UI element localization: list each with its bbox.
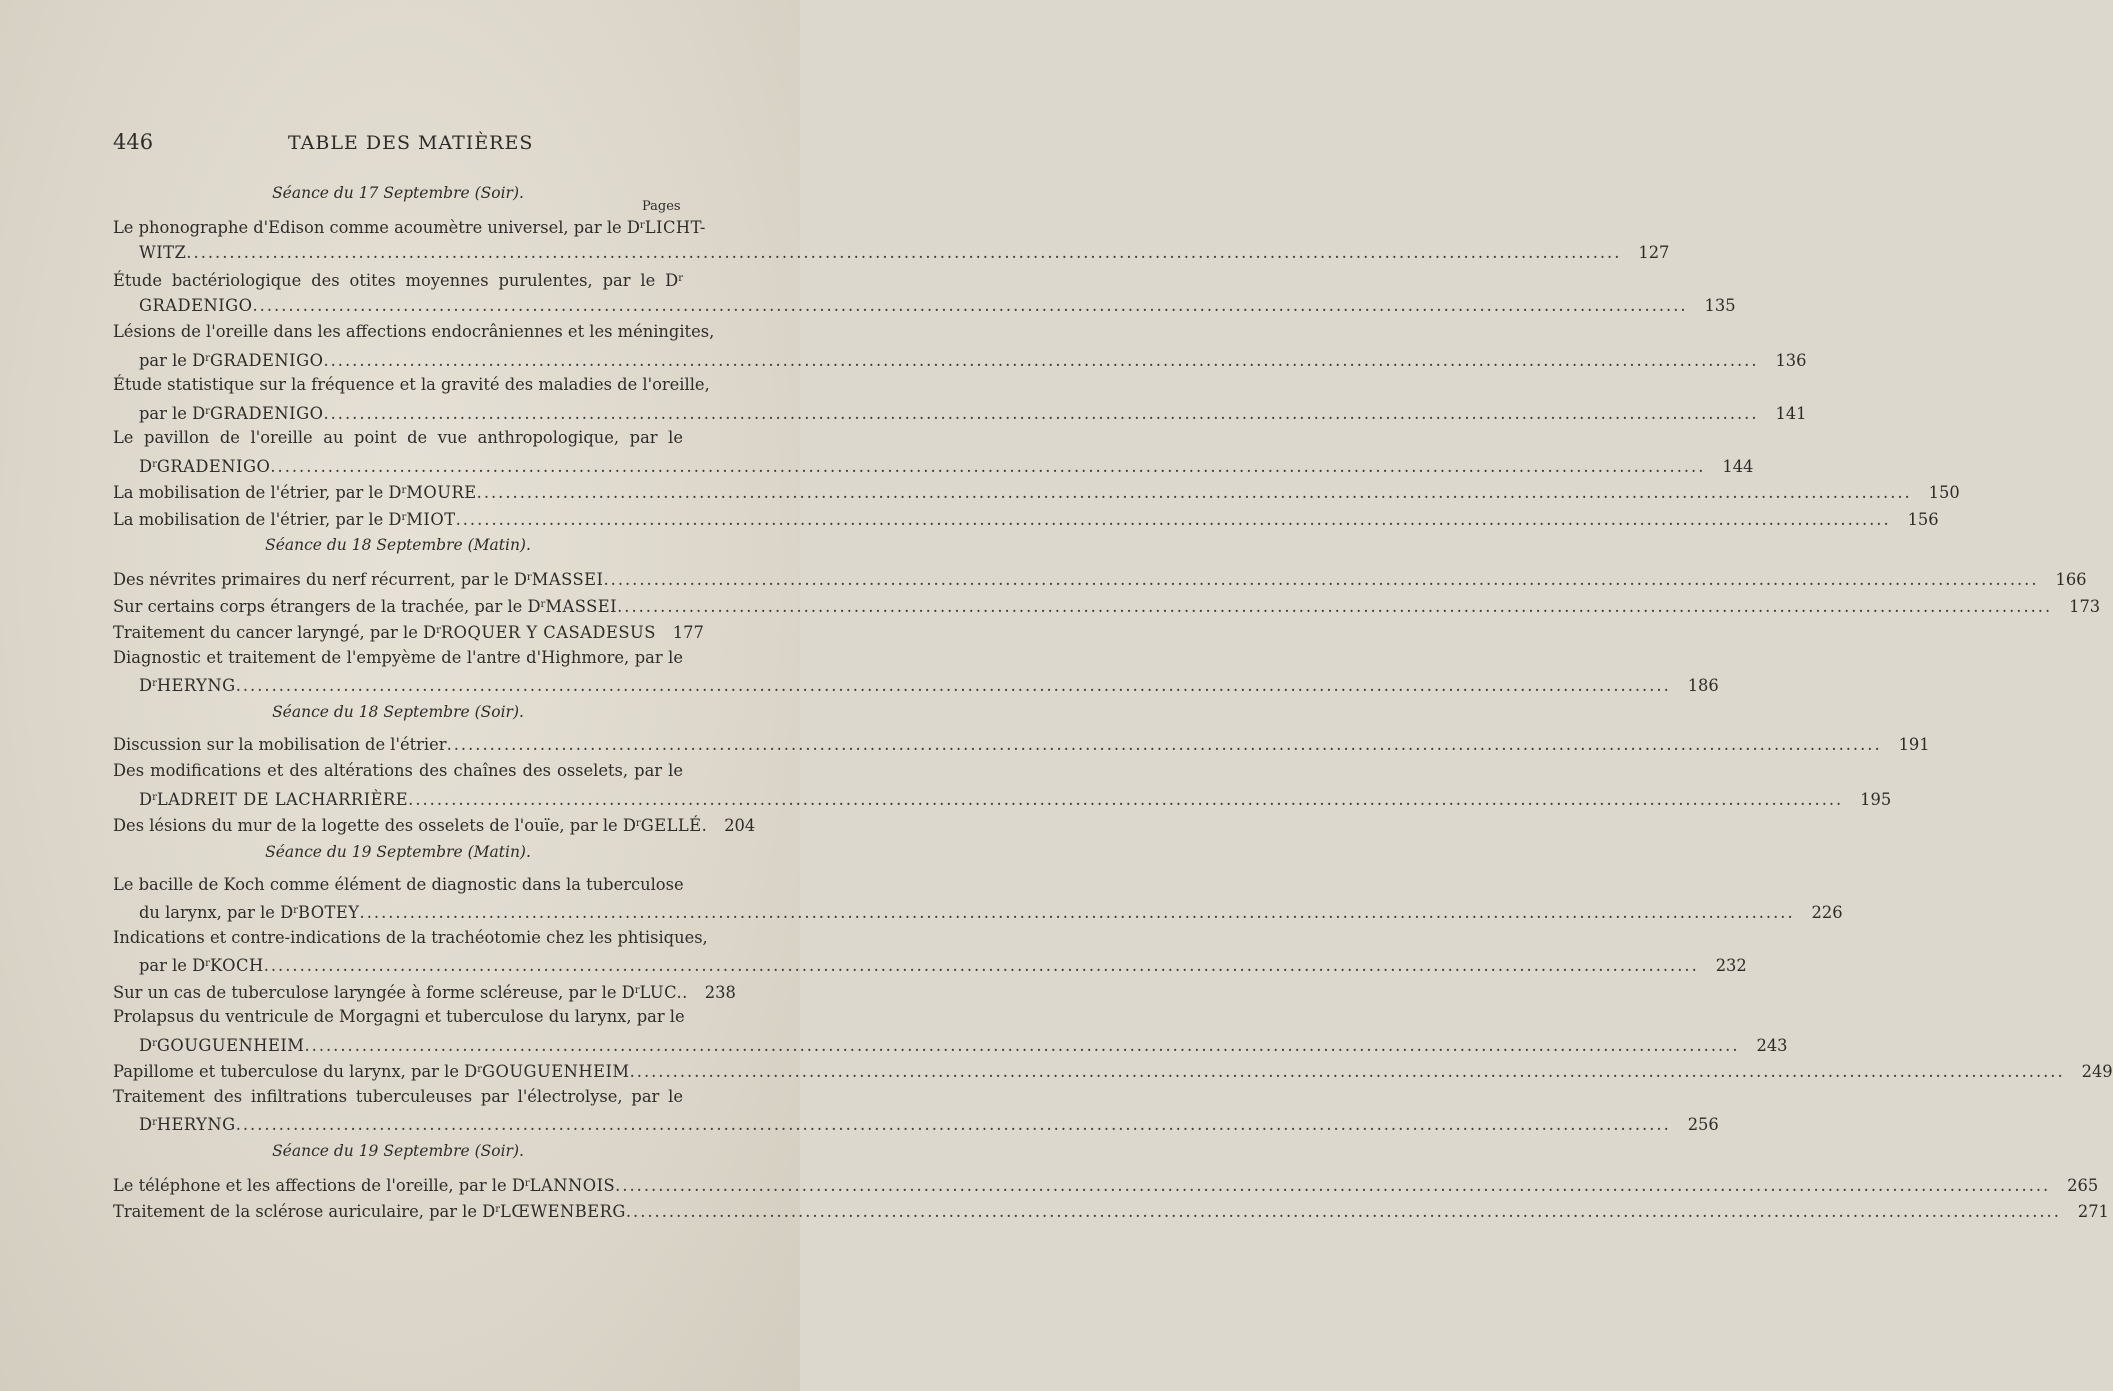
toc-entry [113, 811, 756, 838]
page-ref: 186 [1687, 676, 1719, 695]
entry-text [139, 399, 323, 428]
page-ref: 127 [1638, 242, 1670, 262]
toc-entry [113, 266, 1736, 319]
entry-text [139, 951, 264, 980]
toc-line [113, 1171, 2099, 1198]
toc-line [113, 592, 2101, 619]
entry-title-text: D [139, 789, 153, 809]
author-name: MASSEI [545, 596, 618, 616]
doctor-abbrev-sup: r [524, 1177, 530, 1189]
entry-text [113, 592, 617, 621]
toc-entry [113, 372, 1807, 425]
doctor-abbrev-sup: r [152, 1037, 157, 1049]
page-ref: 249 [2081, 1062, 2113, 1081]
toc-line [113, 1084, 683, 1111]
entry-text [113, 811, 707, 840]
entry-title-text: Sur certains corps étrangers de la trachée, par le D [113, 596, 541, 616]
dot-leader: ........................................................................................................................................................................................................ [625, 1202, 2061, 1221]
toc-line [113, 478, 1960, 505]
doctor-abbrev-sup: r [634, 984, 640, 996]
author-name: ROQUER Y CASADESUS [440, 623, 656, 642]
toc-line [113, 671, 1719, 698]
page-ref: 156 [1907, 509, 1939, 529]
entry-text [139, 293, 253, 320]
doctor-abbrev-sup: r [205, 958, 210, 969]
entry-title-text: Le pavillon de l'oreille au point de vue anthropologique, par le [113, 428, 683, 447]
entry-title-text: Le phonographe d'Edison comme acoumètre universel, par le D [113, 218, 640, 237]
toc-line [113, 425, 683, 452]
page-number: 446 [113, 130, 154, 154]
author-name: HERYNG [156, 1115, 236, 1134]
entry-title-text: D [139, 456, 153, 476]
doctor-abbrev-sup: r [152, 458, 157, 470]
entry-title-text: Étude bactériologique des otites moyennes purulentes, par le D [113, 271, 679, 290]
toc-entry [113, 478, 1960, 505]
toc-entry [113, 978, 736, 1005]
dot-leader: ........................................................................................................................................................................................................ [408, 789, 1844, 809]
entry-title-text: D [139, 1035, 153, 1055]
page-ref: 191 [1898, 734, 1930, 754]
doctor-abbrev-sup: r [635, 818, 641, 829]
entry-title-text: par le D [139, 403, 206, 423]
author-name: GOUGUENHEIM [156, 1035, 305, 1055]
section-heading: Séance du 19 Septembre (Soir). [272, 1141, 524, 1160]
section-heading: Séance du 17 Septembre (Soir). [272, 184, 524, 202]
doctor-abbrev-sup: r [436, 625, 441, 636]
dot-leader: ........................................................................................................................................................................................................ [603, 570, 2039, 589]
author-name: LICHT- [644, 218, 706, 237]
doctor-abbrev-sup: r [152, 1117, 157, 1128]
entry-title-text: Des modifications et des altérations des chaînes des osselets, par le [113, 761, 683, 780]
toc-entry [113, 319, 1807, 372]
toc-line [113, 898, 1843, 925]
toc-entry [113, 758, 1892, 811]
entry-title-text: Traitement des infiltrations tuberculeuses par l'électrolyse, par le [113, 1086, 683, 1106]
entry-title-text: Des névrites primaires du nerf récurrent, par le D [113, 570, 527, 589]
page-ref: 166 [2055, 570, 2087, 589]
doctor-abbrev-sup: r [205, 352, 210, 364]
entry-title-text: Discussion sur la mobilisation de l'étrier [113, 734, 447, 754]
toc-entry [113, 732, 1930, 759]
page-ref: 177 [672, 623, 704, 642]
entry-text [113, 732, 447, 759]
toc-entry [113, 1004, 1788, 1057]
page-ref: 173 [2069, 596, 2101, 616]
author-name: BOTEY [297, 903, 360, 922]
page-ref: 195 [1860, 789, 1892, 809]
toc-entry [113, 425, 1754, 478]
entry-text [139, 346, 323, 375]
toc-section [113, 1137, 2109, 1224]
page-ref: 141 [1775, 403, 1807, 423]
author-name: GOUGUENHEIM [481, 1062, 630, 1081]
entry-text [113, 1197, 626, 1226]
toc-line [113, 872, 683, 899]
page-ref: 265 [2067, 1175, 2099, 1195]
entry-title-text: du larynx, par le D [139, 903, 294, 922]
author-name: GRADENIGO [209, 350, 324, 370]
toc-entry [113, 565, 2087, 592]
entry-text [113, 978, 688, 1007]
toc-entry [113, 1057, 2113, 1084]
doctor-abbrev-sup: r [293, 905, 298, 916]
entry-text [139, 898, 360, 927]
toc-line [113, 293, 1736, 320]
entry-text [113, 478, 477, 507]
dot-leader: ........................................................................................................................................................................................................ [476, 483, 1912, 502]
dot-leader: ........................................................................................................................................................................................................ [615, 1175, 2051, 1195]
toc-line [113, 399, 1807, 426]
pages-column-label: Pages [642, 199, 681, 214]
author-name: LADREIT DE LACHARRIÈRE [156, 789, 409, 809]
toc-line [113, 1031, 1788, 1058]
toc-line [113, 785, 1892, 812]
toc-line [113, 240, 1670, 267]
doctor-abbrev-sup: r [205, 405, 210, 417]
dot-leader: ........................................................................................................................................................................................................ [263, 956, 1699, 975]
section-heading: Séance du 19 Septembre (Matin). [265, 842, 531, 861]
page-ref: 256 [1687, 1115, 1719, 1134]
entry-title-text: Des lésions du mur de la logette des osselets de l'ouïe, par le D [113, 816, 636, 835]
entry-text [139, 452, 270, 481]
toc-line [113, 951, 1747, 978]
doctor-abbrev-sup: r [477, 1064, 482, 1075]
toc-entry [113, 213, 1670, 266]
page-ref: 144 [1722, 456, 1754, 476]
page-ref: 135 [1704, 295, 1736, 315]
doctor-abbrev-sup: r [152, 678, 157, 689]
toc-line [113, 346, 1807, 373]
doctor-abbrev-sup: r [495, 1204, 501, 1215]
entry-title-text: par le D [139, 350, 206, 370]
page-ref: 238 [704, 982, 736, 1002]
entry-title-text: Le téléphone et les affections de l'oreille, par le D [113, 1175, 525, 1195]
toc-line [113, 1110, 1719, 1137]
toc-entry [113, 1084, 1719, 1137]
doctor-abbrev-sup: r [540, 598, 546, 610]
entry-text [139, 671, 236, 700]
entry-title-text: Traitement du cancer laryngé, par le D [113, 623, 437, 642]
dot-leader: ........................................................................................................................................................................................................ [359, 903, 1795, 922]
author-name: KOCH [209, 956, 264, 975]
author-name: WITZ [139, 242, 187, 262]
author-name: GRADENIGO [139, 295, 253, 315]
page-ref: 271 [2077, 1202, 2109, 1221]
toc-line [113, 565, 2087, 592]
toc-entry [113, 872, 1843, 925]
author-name: LŒWENBERG [500, 1202, 626, 1221]
entry-text [113, 565, 603, 594]
page-ref: 136 [1775, 350, 1807, 370]
entry-title-text: La mobilisation de l'étrier, par le D [113, 483, 402, 502]
dot-leader: ........................................................................................................................................................................................................ [304, 1035, 1740, 1055]
toc-line [113, 213, 706, 240]
toc-section [113, 531, 2101, 698]
toc-line [113, 978, 736, 1005]
page-header [0, 130, 800, 164]
entry-title-text: Lésions de l'oreille dans les affections endocrâniennes et les méningites, [113, 322, 715, 341]
toc-section [113, 179, 1960, 531]
table-of-contents [113, 179, 2113, 1224]
toc-line [113, 372, 710, 399]
page-ref: 150 [1928, 483, 1960, 502]
toc-line [113, 645, 683, 672]
dot-leader: ........................................................................................................................................................................................................ [323, 350, 1759, 370]
author-name: GRADENIGO [209, 403, 324, 423]
doctor-abbrev-sup: r [639, 220, 645, 231]
doctor-abbrev-sup: r [678, 273, 683, 284]
author-name: GELLÉ. [640, 816, 708, 835]
author-name: LANNOIS [529, 1175, 616, 1195]
author-name: GRADENIGO [156, 456, 271, 476]
entry-text [113, 618, 656, 647]
dot-leader: ........................................................................................................................................................................................................ [629, 1062, 2065, 1081]
toc-line [113, 1004, 683, 1031]
entry-title-text: Traitement de la sclérose auriculaire, par le D [113, 1202, 496, 1221]
entry-title-text: Diagnostic et traitement de l'empyème de l'antre d'Highmore, par le [113, 647, 683, 667]
entry-title-text: D [139, 1115, 153, 1134]
entry-title-text: Papillome et tuberculose du larynx, par le D [113, 1062, 478, 1081]
entry-title-text: La mobilisation de l'étrier, par le D [113, 509, 402, 529]
toc-line [113, 505, 1939, 532]
doctor-abbrev-sup: r [401, 511, 407, 523]
doctor-abbrev-sup: r [401, 485, 407, 496]
toc-line [113, 618, 704, 645]
toc-entry [113, 645, 1719, 698]
page-ref: 232 [1715, 956, 1747, 975]
toc-line [113, 732, 1930, 759]
page-ref: 226 [1811, 903, 1843, 922]
dot-leader: ........................................................................................................................................................................................................ [617, 596, 2053, 616]
entry-text [113, 1171, 615, 1200]
dot-leader: ........................................................................................................................................................................................................ [455, 509, 1891, 529]
entry-title-text: par le D [139, 956, 206, 975]
entry-title-text: Le bacille de Koch comme élément de diagnostic dans la tuberculose [113, 874, 684, 894]
entry-text [139, 785, 408, 814]
dot-leader: ........................................................................................................................................................................................................ [235, 676, 1671, 695]
toc-entry [113, 925, 1747, 978]
toc-line [113, 452, 1754, 479]
dot-leader: ........................................................................................................................................................................................................ [323, 403, 1759, 423]
author-name: LUC.. [639, 982, 688, 1002]
entry-title-text: Étude statistique sur la fréquence et la gravité des maladies de l'oreille, [113, 375, 710, 394]
running-title: TABLE DES MATIÈRES [288, 132, 534, 154]
entry-title-text: D [139, 676, 153, 695]
toc-entry [113, 1197, 2109, 1224]
toc-line [113, 811, 756, 838]
entry-text [139, 240, 186, 267]
author-name: MASSEI [531, 570, 604, 589]
author-name: MIOT [406, 509, 456, 529]
toc-entry [113, 1171, 2099, 1198]
toc-section [113, 838, 2113, 1137]
toc-section [113, 698, 1930, 838]
section-heading: Séance du 18 Septembre (Soir). [272, 702, 524, 721]
dot-leader: ........................................................................................................................................................................................................ [270, 456, 1706, 476]
toc-line [113, 266, 683, 293]
dot-leader: ........................................................................................................................................................................................................ [252, 295, 1688, 315]
entry-text [113, 505, 456, 534]
toc-line [113, 758, 683, 785]
doctor-abbrev-sup: r [526, 572, 532, 583]
toc-line [113, 1197, 2109, 1224]
page-ref: 204 [724, 816, 756, 835]
entry-title-text: Prolapsus du ventricule de Morgagni et tuberculose du larynx, par le [113, 1007, 685, 1026]
dot-leader: ........................................................................................................................................................................................................ [186, 242, 1622, 262]
author-name: MOURE [406, 483, 477, 502]
entry-title-text: Indications et contre-indications de la trachéotomie chez les phtisiques, [113, 927, 708, 947]
entry-text [139, 1110, 236, 1139]
toc-line [113, 925, 708, 952]
toc-line [113, 1057, 2113, 1084]
dot-leader: ........................................................................................................................................................................................................ [235, 1115, 1671, 1134]
entry-text [113, 1057, 630, 1086]
toc-entry [113, 618, 704, 645]
page-ref: 243 [1756, 1035, 1788, 1055]
dot-leader: ........................................................................................................................................................................................................ [446, 734, 1882, 754]
entry-title-text: Sur un cas de tuberculose laryngée à forme scléreuse, par le D [113, 982, 635, 1002]
author-name: HERYNG [156, 676, 236, 695]
toc-entry [113, 505, 1939, 532]
toc-entry [113, 592, 2101, 619]
entry-text [139, 1031, 304, 1060]
section-heading: Séance du 18 Septembre (Matin). [265, 536, 531, 554]
doctor-abbrev-sup: r [152, 791, 157, 803]
toc-line [113, 319, 715, 346]
